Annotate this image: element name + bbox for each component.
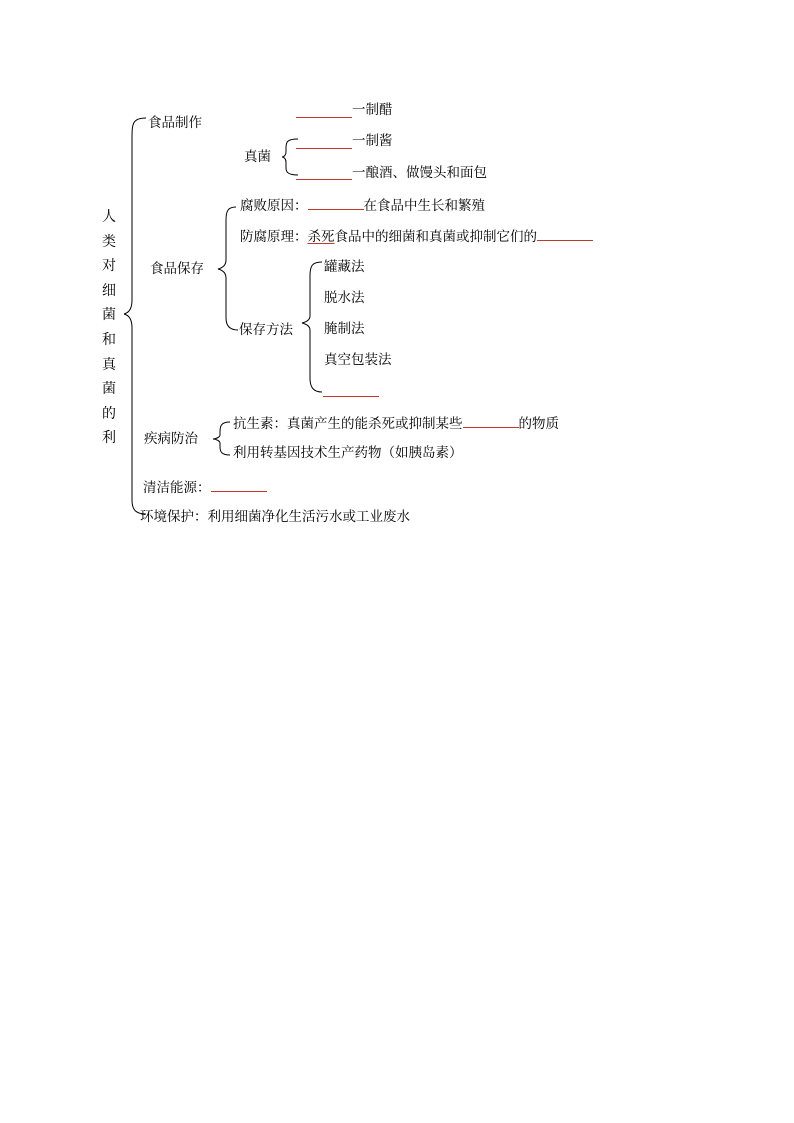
cause-blank xyxy=(308,195,364,210)
energy-blank xyxy=(211,477,267,492)
title-char: 对 xyxy=(102,258,116,275)
title-char: 人 xyxy=(102,209,116,225)
preservation-brace xyxy=(218,207,238,330)
clean-energy xyxy=(143,477,267,497)
cause-label: 腐败原因： xyxy=(240,198,308,214)
method-item: 腌制法 xyxy=(324,321,365,337)
title-char: 真 xyxy=(102,356,116,373)
methods-brace xyxy=(302,262,322,392)
main-brace xyxy=(124,118,146,514)
title-char: 利 xyxy=(102,430,116,447)
title-char: 和 xyxy=(102,331,116,348)
method-blank xyxy=(323,396,379,397)
title-char: 类 xyxy=(102,233,116,250)
title-char: 菌 xyxy=(102,381,116,398)
vinegar-text: 一制醋 xyxy=(352,102,393,118)
principle-text: 食品中的细菌和真菌或抑制它们的 xyxy=(334,229,537,245)
antibiotic-blank xyxy=(463,413,519,428)
spoilage-cause xyxy=(240,195,485,215)
gene-tech-line: 利用转基因技术生产药物（如胰岛素） xyxy=(233,445,463,461)
antibiotic-suffix: 的物质 xyxy=(518,416,559,432)
methods-label: 保存方法 xyxy=(239,322,293,338)
method-item: 真空包装法 xyxy=(324,352,392,368)
sauce-text: 一制酱 xyxy=(352,133,393,149)
title-char: 的 xyxy=(102,405,116,422)
cause-text: 在食品中生长和繁殖 xyxy=(363,198,485,214)
fungi-brace xyxy=(282,139,298,175)
principle-blank xyxy=(537,226,593,241)
method-item: 罐藏法 xyxy=(324,259,365,275)
sauce-blank xyxy=(296,148,352,149)
environment-line: 环境保护：利用细菌净化生活污水或工业废水 xyxy=(140,509,410,525)
antibiotic-prefix: 抗生素：真菌产生的能杀死或抑制某些 xyxy=(233,416,463,432)
brewing-blank xyxy=(296,179,352,180)
disease-label: 疾病防治 xyxy=(144,431,198,447)
fungi-label: 真菌 xyxy=(244,149,271,165)
antibiotic-line xyxy=(233,413,559,433)
disease-brace xyxy=(213,422,230,455)
title-char: 菌 xyxy=(102,307,116,324)
vinegar-blank xyxy=(296,117,352,118)
method-item: 脱水法 xyxy=(324,290,365,306)
principle-kill: 杀死 xyxy=(307,229,335,245)
title-char: 细 xyxy=(102,282,116,299)
preservation-principle xyxy=(240,226,593,246)
brewing-text: 一酿酒、做馒头和面包 xyxy=(352,165,487,181)
energy-label: 清洁能源： xyxy=(143,480,211,496)
food-making-label: 食品制作 xyxy=(148,115,202,131)
food-preservation-label: 食品保存 xyxy=(150,261,204,277)
principle-label: 防腐原理： xyxy=(240,229,308,245)
